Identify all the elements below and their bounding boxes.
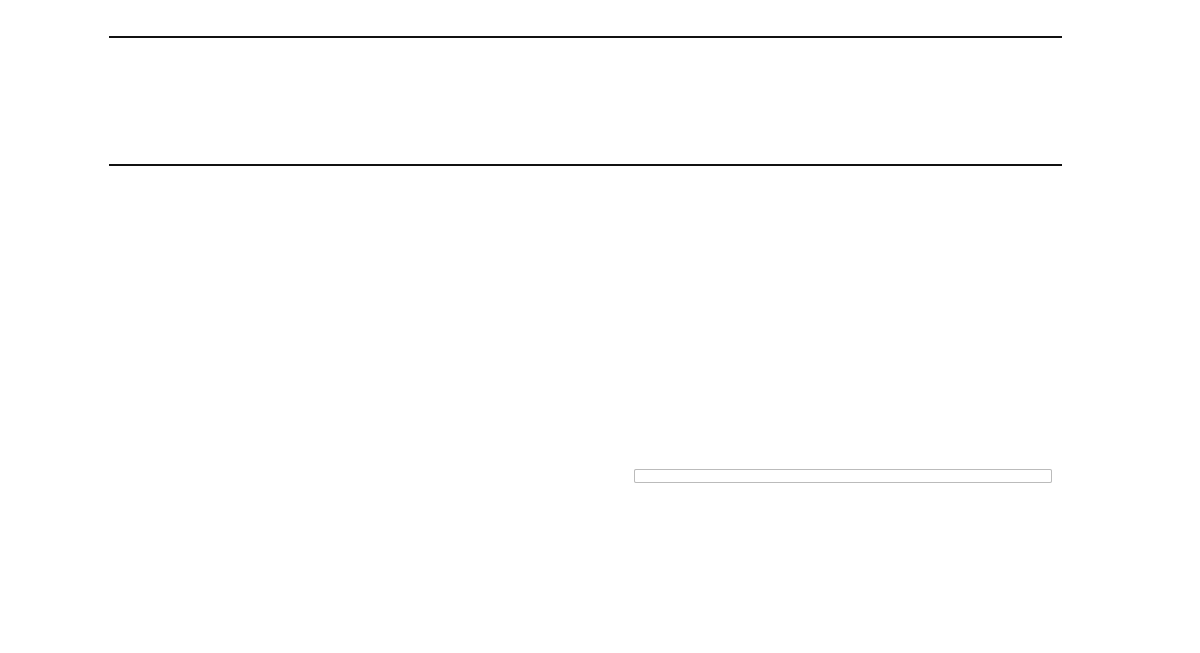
scatter-panels (604, 466, 1060, 648)
top-rule (109, 36, 1062, 38)
figure-1 (604, 466, 1060, 648)
figure-legend (634, 469, 1052, 483)
bottom-rule (109, 164, 1062, 166)
